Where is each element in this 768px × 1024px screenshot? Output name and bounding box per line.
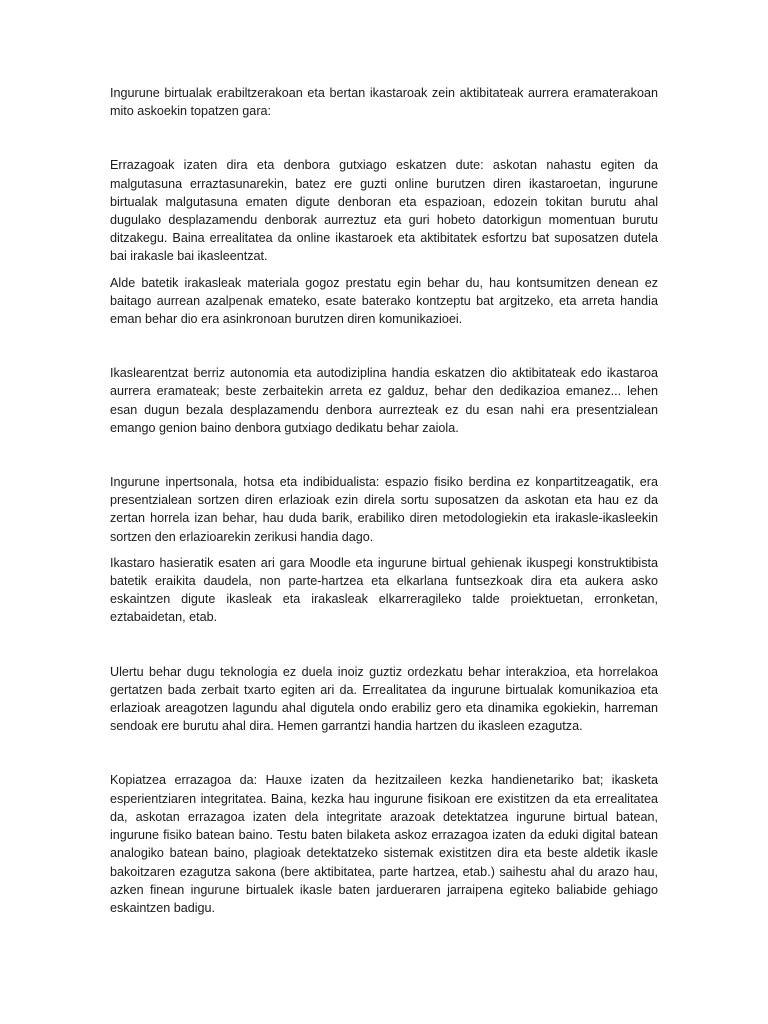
paragraph-myth-copying: Kopiatzea errazagoa da: Hauxe izaten da hezitzaileen kezka handienetariko bat; ikasketa esperientziaren integritatea. Baina, kezka hau ingurune fisikoan ere existitzen da eta errealitatea da, askotan errazagoa izaten dela integritate arazoak detektatzea ingurune birtual batean, ingurune fisiko batean baino. Testu baten bilaketa askoz errazagoa izaten da eduki digital batean analogiko batean baino, plagioak detektatzeko sistemak existitzen dira eta beste aldetik ikasle bakoitzaren ezagutza sakona (bere aktibitatea, parte hartzea, etab.) saihestu ahal du arazo hau, azken finean ingurune birtualek ikasle baten jardueraren jarraipena egiteko baliabide gehiago eskaintzen badigu. [110, 773, 658, 915]
paragraph-student: Ikaslearentzat berriz autonomia eta autodiziplina handia eskatzen dio aktibitateak edo ikastaroa aurrera eramateak; beste zerbaitekin arreta ez galduz, behar den dedikazioa emanez... lehen esan dugun bezala desplazamendu denbora aurrezteak ez du esan nahi era presentzialean emango genion baino denbora gutxiago dedikatu behar zaiola. [110, 366, 658, 435]
document-page [110, 84, 658, 917]
paragraph-teacher: Alde batetik irakasleak materiala gogoz prestatu egin behar du, hau kontsumitzen denean ez baitago aurrean azalpenak emateko, esate baterako kontzeptu bat argitzeko, eta arreta handia eman behar dio era asinkronoan burutzen diren komunikazioei. [110, 275, 658, 327]
paragraph-technology: Ulertu behar dugu teknologia ez duela inoiz guztiz ordezkatu behar interakzioa, eta horrelakoa gertatzen bada zerbait txarto egiten ari da. Errealitatea da ingurune birtualak komunikazioa eta erlazioak areagotzen lagundu ahal digutela ondo erabiliz gero eta dinamika egokiekin, harreman sendoak ere burutu ahal dira. Hemen garrantzi handia hartzen du ikasleen ezagutza. [110, 664, 658, 734]
paragraph-moodle: Ikastaro hasieratik esaten ari gara Moodle eta ingurune birtual gehienak ikuspegi konstruktibista batetik eraikita daudela, non parte-hartzea eta elkarlana funtsezkoak dira eta aukera asko eskaintzen digute ikasleak eta irakasleak elkarreragileko talde proiektuetan, erronketan, eztabaidetan, etab. [110, 555, 658, 625]
paragraph-myth-impersonal: Ingurune inpertsonala, hotsa eta indibidualista: espazio fisiko berdina ez konpartitzeagatik, era presentzialean sortzen diren erlazioak ezin direla sortu suposatzen da askotan eta hau ez da zertan horrela izan behar, hau duda barik, erabiliko diren metodologiekin eta irakasle-ikasleekin sortzen den erlazioarekin zerikusi handia dago. [110, 475, 658, 544]
paragraph-intro: Ingurune birtualak erabiltzerakoan eta bertan ikastaroak zein aktibitateak aurrera eramaterakoan mito askoekin topatzen gara: [110, 86, 658, 119]
paragraph-myth-easier: Errazagoak izaten dira eta denbora gutxiago eskatzen dute: askotan nahastu egiten da malgutasuna erraztasunarekin, batez ere guzti online burutzen diren ikastaroetan, ingurune birtualak malgutasuna ematen digute denboran eta espazioan, edozein tokitan burutu ahal dugulako desplazamendu denborak aurreztuz eta guri hobeto datorkigun momentuan burutu ditzakegu. Baina errealitatea da online ikastaroek eta aktibitatek esfortzu bat suposatzen dutela bai irakasle bai ikasleentzat. [110, 158, 658, 264]
